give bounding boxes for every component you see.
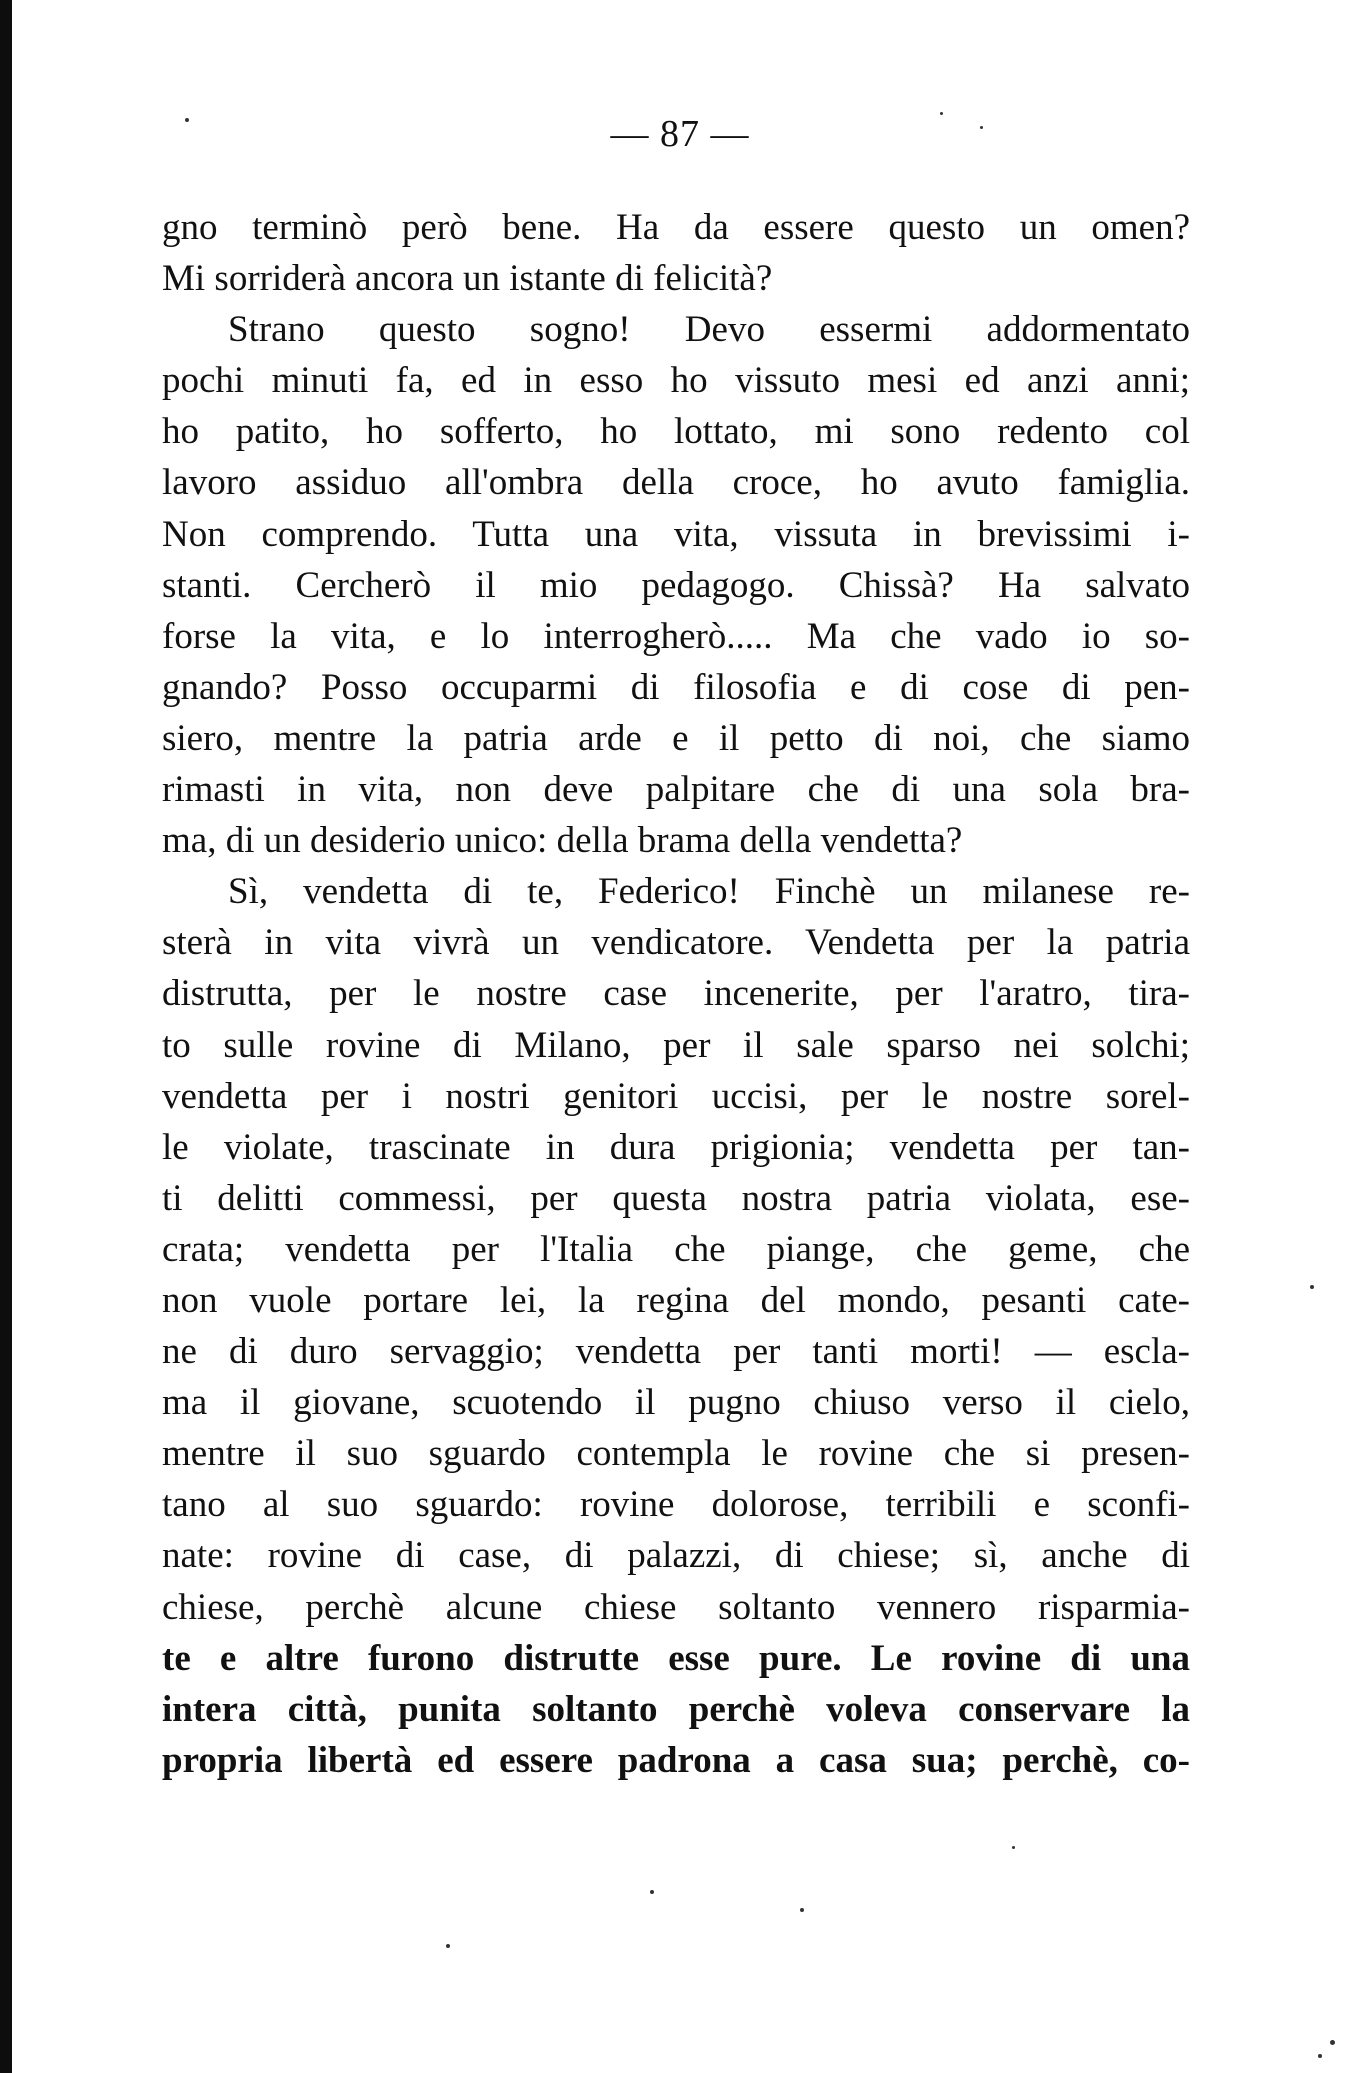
text-line: nate: rovine di case, di palazzi, di chiese; sì, anche di	[162, 1535, 1190, 1577]
text-line: vendetta per i nostri genitori uccisi, per le nostre sorel-	[162, 1075, 1190, 1117]
text-line: propria libertà ed essere padrona a casa sua; perchè, co-	[162, 1739, 1190, 1781]
scan-speck	[650, 1890, 654, 1894]
scan-speck	[980, 126, 983, 129]
scan-speck	[940, 112, 943, 115]
text-line: mentre il suo sguardo contempla le rovine che si presen-	[162, 1433, 1190, 1475]
text-line: sterà in vita vivrà un vendicatore. Vendetta per la patria	[162, 922, 1190, 964]
text-line: stanti. Cercherò il mio pedagogo. Chissà? Ha salvato	[162, 564, 1190, 606]
scan-speck	[800, 1908, 804, 1912]
text-line: chiese, perchè alcune chiese soltanto vennero risparmia-	[162, 1586, 1190, 1628]
text-line: to sulle rovine di Milano, per il sale sparso nei solchi;	[162, 1024, 1190, 1066]
text-line: gnando? Posso occuparmi di filosofia e di cose di pen-	[162, 666, 1190, 708]
scan-speck	[1318, 2054, 1322, 2058]
text-line: pochi minuti fa, ed in esso ho vissuto mesi ed anzi anni;	[162, 360, 1190, 402]
text-line: distrutta, per le nostre case incenerite, per l'aratro, tira-	[162, 973, 1190, 1015]
page-number: — 87 —	[610, 113, 750, 155]
text-line: crata; vendetta per l'Italia che piange, che geme, che	[162, 1228, 1190, 1270]
text-line: siero, mentre la patria arde e il petto di noi, che siamo	[162, 717, 1190, 759]
text-line: Mi sorriderà ancora un istante di felicità?	[162, 258, 773, 300]
text-line: ho patito, ho sofferto, ho lottato, mi sono redento col	[162, 411, 1190, 453]
text-line: lavoro assiduo all'ombra della croce, ho avuto famiglia.	[162, 462, 1190, 504]
text-line: forse la vita, e lo interrogherò..... Ma che vado io so-	[162, 615, 1190, 657]
text-line: te e altre furono distrutte esse pure. Le rovine di una	[162, 1637, 1190, 1679]
body-text	[162, 202, 1190, 1786]
text-line: intera città, punita soltanto perchè voleva conservare la	[162, 1688, 1190, 1730]
text-line: rimasti in vita, non deve palpitare che di una sola bra-	[162, 769, 1190, 811]
scan-speck	[185, 118, 189, 122]
scan-speck	[446, 1944, 450, 1948]
text-line: ma, di un desiderio unico: della brama della vendetta?	[162, 820, 963, 862]
text-line: Strano questo sogno! Devo essermi addormentato	[228, 309, 1190, 351]
binding-edge	[0, 0, 12, 2073]
text-line: ti delitti commessi, per questa nostra patria violata, ese-	[162, 1177, 1190, 1219]
text-line: ma il giovane, scuotendo il pugno chiuso verso il cielo,	[162, 1382, 1190, 1424]
text-line: Sì, vendetta di te, Federico! Finchè un milanese re-	[228, 871, 1190, 913]
text-line: le violate, trascinate in dura prigionia; vendetta per tan-	[162, 1126, 1190, 1168]
scan-speck	[1012, 1846, 1015, 1849]
text-line: tano al suo sguardo: rovine dolorose, terribili e sconfi-	[162, 1484, 1190, 1526]
scan-speck	[1310, 1285, 1314, 1289]
text-line: gno terminò però bene. Ha da essere questo un omen?	[162, 207, 1190, 248]
text-line: ne di duro servaggio; vendetta per tanti morti! — escla-	[162, 1331, 1190, 1373]
text-line: Non comprendo. Tutta una vita, vissuta in brevissimi i-	[162, 513, 1190, 555]
scan-speck	[1330, 2040, 1335, 2045]
text-line: non vuole portare lei, la regina del mondo, pesanti cate-	[162, 1279, 1190, 1321]
